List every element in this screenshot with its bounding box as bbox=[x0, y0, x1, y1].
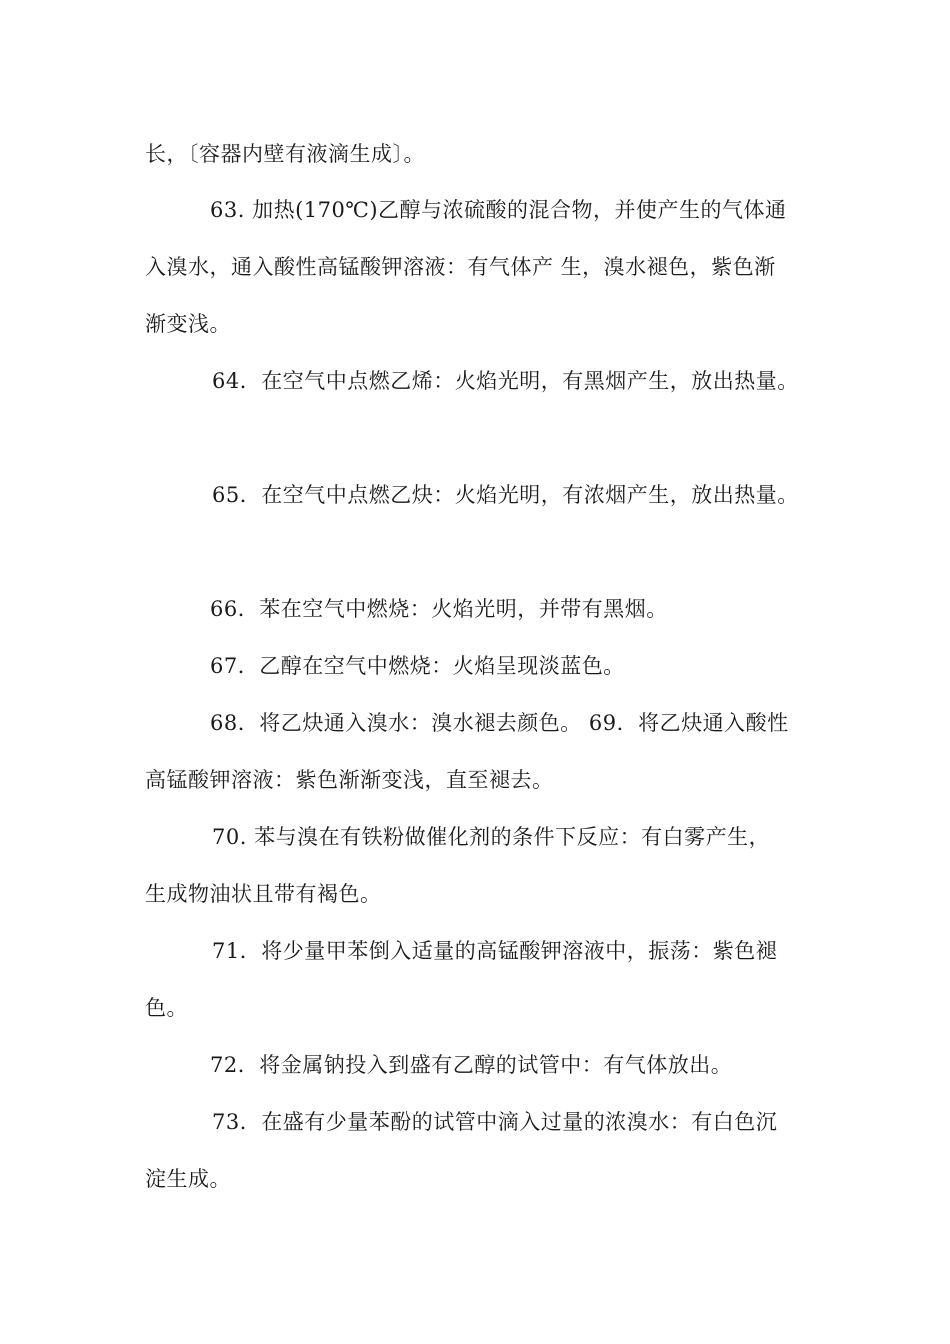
text-line-14: 色。 bbox=[145, 996, 188, 1020]
text-line-3: 入溴水，通入酸性高锰酸钾溶液：有气体产 生，溴水褪色，紫色渐 bbox=[145, 255, 776, 279]
text-line-2: 63. 加热(170℃)乙醇与浓硫酸的混合物，并使产生的气体通 bbox=[210, 198, 787, 222]
text-line-10: 高锰酸钾溶液：紫色渐渐变浅，直至褪去。 bbox=[145, 768, 554, 792]
text-line-9: 68．将乙炔通入溴水：溴水褪去颜色。 69．将乙炔通入酸性 bbox=[210, 711, 789, 735]
text-line-15: 72．将金属钠投入到盛有乙醇的试管中：有气体放出。 bbox=[210, 1053, 733, 1077]
text-line-6: 65．在空气中点燃乙炔：火焰光明，有浓烟产生，放出热量。 bbox=[212, 483, 799, 507]
text-line-1: 长，〔容器内壁有液滴生成〕。 bbox=[145, 142, 425, 166]
text-line-17: 淀生成。 bbox=[145, 1167, 231, 1191]
text-line-5: 64．在空气中点燃乙烯：火焰光明，有黑烟产生，放出热量。 bbox=[212, 369, 799, 393]
text-line-7: 66．苯在空气中燃烧：火焰光明，并带有黑烟。 bbox=[210, 597, 668, 621]
text-line-4: 渐变浅。 bbox=[145, 312, 231, 336]
text-line-16: 73．在盛有少量苯酚的试管中滴入过量的浓溴水：有白色沉 bbox=[212, 1110, 778, 1134]
text-line-8: 67．乙醇在空气中燃烧：火焰呈现淡蓝色。 bbox=[210, 654, 625, 678]
text-line-12: 生成物油状且带有褐色。 bbox=[145, 882, 382, 906]
text-line-13: 71．将少量甲苯倒入适量的高锰酸钾溶液中，振荡：紫色褪 bbox=[212, 939, 778, 963]
text-line-11: 70. 苯与溴在有铁粉做催化剂的条件下反应：有白雾产生， bbox=[212, 825, 771, 849]
